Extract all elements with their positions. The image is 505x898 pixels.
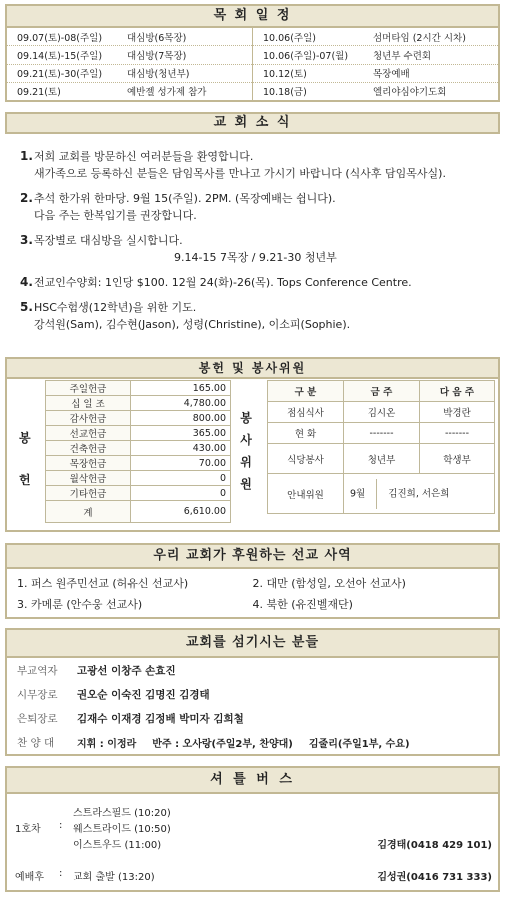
usher-divider	[376, 479, 377, 509]
shuttle-driver: 김경태(0418 429 101)	[377, 840, 492, 851]
shuttle-stop: 이스트우드 (11:00)	[73, 840, 162, 851]
offering-total-label: 계	[46, 501, 131, 523]
mission-item: 2. 대만 (함성일, 오선아 선교사)	[252, 577, 406, 590]
servant-role: 은퇴장로	[17, 712, 58, 725]
mission-grid	[7, 569, 498, 618]
schedule-row	[7, 46, 252, 64]
servant-row	[7, 706, 498, 730]
shuttle-colon: :	[59, 820, 63, 831]
offering-amount: 800.00	[131, 411, 231, 426]
servant-row	[7, 658, 498, 682]
usher-row	[268, 474, 495, 514]
service-vlabel: 봉	[240, 411, 252, 425]
choir-conductor: 지휘 : 이정라	[77, 738, 137, 750]
offering-row	[46, 381, 231, 396]
shuttle-after-label: 예배후	[15, 872, 44, 883]
service-cell: 식당봉사	[268, 444, 344, 474]
schedule-event: 엘리야심야기도회	[373, 87, 447, 99]
offering-section	[5, 357, 500, 532]
servant-role: 부교역자	[17, 664, 58, 677]
mission-section	[5, 543, 500, 619]
service-vlabel: 위	[240, 455, 252, 469]
service-cell: -------	[344, 423, 420, 444]
offering-row	[46, 426, 231, 441]
schedule-date: 10.06(주일)	[263, 32, 316, 44]
schedule-event: 대심방(7목장)	[127, 50, 187, 62]
shuttle-section	[5, 766, 500, 892]
offering-table	[45, 380, 231, 523]
schedule-left-column	[7, 28, 252, 100]
shuttle-title: 셔 틀 버 스	[7, 768, 498, 794]
schedule-event: 섬머타임 (2시간 시차)	[373, 32, 466, 44]
schedule-row	[7, 83, 252, 100]
schedule-row	[7, 28, 252, 46]
schedule-event: 대심방(청년부)	[127, 69, 190, 81]
offering-row	[46, 441, 231, 456]
news-line: 전교인수양회: 1인당 $100. 12월 24(화)-26(목). Tops Conference Centre.	[34, 276, 412, 289]
offering-label: 감사헌금	[46, 411, 131, 426]
usher-names: 김진희, 서은희	[388, 488, 450, 499]
news-line: 저희 교회를 방문하신 여러분들을 환영합니다.	[34, 150, 254, 163]
shuttle-colon: :	[59, 868, 63, 879]
news-line: HSC수험생(12학년)을 위한 기도.	[34, 301, 197, 314]
servant-role: 시무장로	[17, 688, 58, 701]
service-cell: 박경란	[420, 402, 495, 423]
schedule-event: 목장예배	[373, 69, 410, 81]
news-number: 4.	[20, 275, 33, 289]
news-line: 강석원(Sam), 김수현(Jason), 성령(Christine), 이소피(Sophie).	[34, 318, 351, 331]
offering-amount: 0	[131, 471, 231, 486]
schedule-row	[7, 65, 252, 83]
choir-role: 찬 양 대	[17, 736, 55, 749]
news-title: 교 회 소 식	[5, 112, 500, 134]
news-line: 추석 한가위 한마당. 9월 15(주일). 2PM. (목장예배는 쉽니다).	[34, 192, 336, 205]
mission-item: 4. 북한 (유진벨재단)	[252, 598, 353, 611]
news-item	[20, 299, 500, 333]
offering-row	[46, 411, 231, 426]
news-line: 목장별로 대심방을 실시합니다.	[34, 234, 183, 247]
offering-title: 봉헌 및 봉사위원	[7, 359, 498, 379]
schedule-date: 10.18(금)	[263, 87, 307, 99]
offering-vlabel-bottom: 헌	[19, 473, 31, 487]
offering-total-row	[46, 501, 231, 523]
schedule-right-column	[252, 28, 498, 100]
offering-amount: 430.00	[131, 441, 231, 456]
offering-label: 십 일 조	[46, 396, 131, 411]
news-list	[20, 148, 500, 341]
servant-names: 권오순 이숙진 김명진 김경태	[77, 688, 210, 701]
choir-row	[7, 730, 498, 754]
offering-total: 6,610.00	[131, 501, 231, 523]
schedule-date: 09.21(토)	[17, 87, 61, 99]
service-row	[268, 444, 495, 474]
service-cell: 김시온	[344, 402, 420, 423]
news-number: 1.	[20, 149, 33, 163]
shuttle-stop: 웨스트라이드 (10:50)	[73, 824, 171, 835]
news-line: 새가족으로 등록하신 분들은 담임목사를 만나고 가시기 바랍니다 (식사후 담임목사실).	[34, 167, 446, 180]
service-header: 구 분	[268, 381, 344, 402]
service-table	[267, 380, 495, 514]
service-header: 금 주	[344, 381, 420, 402]
news-item	[20, 232, 500, 266]
offering-label: 목장헌금	[46, 456, 131, 471]
mission-item: 1. 퍼스 원주민선교 (허유신 선교사)	[17, 577, 189, 590]
servant-row	[7, 682, 498, 706]
schedule-date: 10.06(주일)-07(월)	[263, 50, 349, 62]
service-vlabel: 사	[240, 433, 252, 447]
offering-amount: 165.00	[131, 381, 231, 396]
schedule-row	[253, 46, 498, 64]
schedule-event: 청년부 수련회	[373, 50, 432, 62]
schedule-row	[253, 28, 498, 46]
service-cell: 현 화	[268, 423, 344, 444]
service-row	[268, 423, 495, 444]
offering-vlabel-top: 봉	[19, 431, 31, 445]
news-line: 다음 주는 한복입기를 권장합니다.	[34, 209, 197, 222]
shuttle-after-stop: 교회 출발 (13:20)	[73, 872, 155, 883]
news-number: 5.	[20, 300, 33, 314]
offering-label: 주일헌금	[46, 381, 131, 396]
servants-section	[5, 628, 500, 756]
usher-label: 안내위원	[268, 474, 344, 514]
offering-amount: 0	[131, 486, 231, 501]
schedule-grid	[7, 28, 498, 100]
offering-label: 건축헌금	[46, 441, 131, 456]
offering-row	[46, 471, 231, 486]
service-cell: 청년부	[344, 444, 420, 474]
news-number: 3.	[20, 233, 33, 247]
service-cell: 점심식사	[268, 402, 344, 423]
news-item	[20, 190, 500, 224]
offering-label: 기타헌금	[46, 486, 131, 501]
service-header: 다 음 주	[420, 381, 495, 402]
shuttle-car-label: 1호차	[15, 824, 41, 835]
offering-row	[46, 486, 231, 501]
service-header-row	[268, 381, 495, 402]
offering-amount: 4,780.00	[131, 396, 231, 411]
schedule-row	[253, 83, 498, 100]
news-number: 2.	[20, 191, 33, 205]
servant-names: 김재수 이재경 김정배 박미자 김희철	[77, 712, 244, 725]
usher-month: 9월	[350, 488, 366, 499]
mission-item: 3. 카메룬 (안수웅 선교사)	[17, 598, 143, 611]
schedule-date: 09.07(토)-08(주일)	[17, 32, 103, 44]
choir-accompanist: 김줄리(주일1부, 수요)	[308, 738, 410, 750]
offering-label: 선교헌금	[46, 426, 131, 441]
schedule-event: 대심방(6목장)	[127, 32, 187, 44]
service-row	[268, 402, 495, 423]
schedule-event: 예반젤 성가제 참가	[127, 87, 207, 99]
schedule-date: 09.14(토)-15(주일)	[17, 50, 103, 62]
servants-title: 교회를 섬기시는 분들	[7, 630, 498, 658]
shuttle-stop: 스트라스필드 (10:20)	[73, 808, 171, 819]
offering-amount: 365.00	[131, 426, 231, 441]
offering-row	[46, 456, 231, 471]
offering-amount: 70.00	[131, 456, 231, 471]
news-item	[20, 274, 500, 291]
service-vlabel: 원	[240, 477, 252, 491]
schedule-date: 10.12(토)	[263, 69, 307, 81]
schedule-section	[5, 4, 500, 102]
offering-label: 월삭헌금	[46, 471, 131, 486]
news-item	[20, 148, 500, 182]
choir-accompanist: 반주 : 오사랑(주일2부, 찬양대)	[152, 738, 293, 750]
mission-title: 우리 교회가 후원하는 선교 사역	[7, 545, 498, 569]
servant-names: 고광선 이창주 손효진	[77, 664, 176, 677]
service-cell: -------	[420, 423, 495, 444]
news-line: 9.14-15 7목장 / 9.21-30 청년부	[174, 251, 337, 264]
schedule-row	[253, 65, 498, 83]
schedule-date: 09.21(토)-30(주일)	[17, 69, 103, 81]
offering-row	[46, 396, 231, 411]
schedule-title: 목 회 일 정	[7, 6, 498, 28]
shuttle-driver: 김성권(0416 731 333)	[377, 872, 492, 883]
service-cell: 학생부	[420, 444, 495, 474]
